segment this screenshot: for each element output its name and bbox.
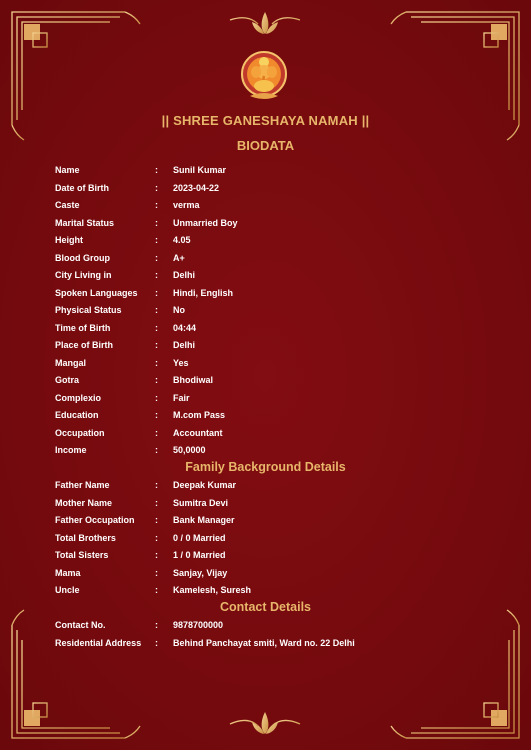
separator: : [155, 165, 158, 175]
detail-value: 0 / 0 Married [173, 532, 226, 543]
detail-value: Sunil Kumar [173, 165, 227, 175]
separator: : [155, 620, 158, 630]
detail-label: Father Occupation [55, 515, 135, 525]
separator: : [155, 532, 158, 543]
separator: : [155, 235, 158, 245]
detail-label: Height [55, 235, 83, 245]
detail-value: Sumitra Devi [173, 497, 229, 508]
lotus-ornament-top-icon [230, 12, 300, 34]
detail-value: Bhodiwal [173, 375, 213, 385]
detail-value: A+ [173, 252, 185, 263]
separator: : [155, 427, 158, 438]
detail-value: verma [173, 200, 200, 210]
detail-value: No [173, 305, 185, 315]
lotus-ornament-bottom-icon [230, 712, 300, 734]
separator: : [155, 375, 158, 385]
detail-label: Blood Group [55, 252, 110, 263]
separator: : [155, 497, 158, 508]
detail-value: Yes [173, 357, 189, 368]
detail-value: Unmarried Boy [173, 217, 238, 228]
detail-label: Marital Status [55, 217, 115, 228]
detail-label: Mother Name [55, 497, 113, 508]
detail-value: M.com Pass [173, 410, 226, 420]
detail-value: Kamelesh, Suresh [173, 585, 252, 595]
contact-section-heading: Contact Details [220, 600, 311, 614]
separator: : [155, 322, 158, 333]
detail-value: Delhi [173, 270, 196, 280]
detail-label: Name [55, 165, 80, 175]
detail-value: Behind Panchayat smiti, Ward no. 22 Delhi [173, 637, 355, 648]
detail-label: Uncle [55, 585, 80, 595]
detail-value: 4.05 [173, 235, 191, 245]
separator: : [155, 637, 158, 648]
biodata-title: BIODATA [236, 138, 295, 153]
detail-value: 2023-04-22 [173, 182, 220, 193]
detail-label: Income [55, 445, 87, 455]
detail-label: Residential Address [55, 637, 142, 648]
family-section-heading: Family Background Details [185, 460, 346, 474]
detail-label: Place of Birth [55, 340, 114, 350]
detail-label: Mama [55, 567, 81, 578]
detail-value: Deepak Kumar [173, 480, 237, 490]
detail-label: Total Sisters [55, 550, 109, 560]
separator: : [155, 585, 158, 595]
detail-label: Caste [55, 200, 80, 210]
detail-value: 50,0000 [173, 445, 206, 455]
detail-value: Accountant [173, 427, 223, 438]
separator: : [155, 340, 158, 350]
separator: : [155, 550, 158, 560]
detail-label: City Living in [55, 270, 112, 280]
detail-label: Gotra [55, 375, 80, 385]
separator: : [155, 515, 158, 525]
detail-value: Sanjay, Vijay [173, 567, 228, 578]
separator: : [155, 567, 158, 578]
detail-label: Mangal [55, 357, 87, 368]
detail-label: Education [55, 410, 99, 420]
detail-value: Hindi, English [173, 287, 233, 298]
detail-label: Occupation [55, 427, 105, 438]
separator: : [155, 270, 158, 280]
separator: : [155, 357, 158, 368]
detail-label: Father Name [55, 480, 110, 490]
detail-label: Total Brothers [55, 532, 116, 543]
ganesha-icon [240, 50, 288, 102]
separator: : [155, 392, 158, 403]
invocation-heading: || SHREE GANESHAYA NAMAH || [161, 113, 370, 128]
detail-value: Bank Manager [173, 515, 235, 525]
separator: : [155, 287, 158, 298]
detail-value: 04:44 [173, 322, 197, 333]
separator: : [155, 445, 158, 455]
detail-value: Fair [173, 392, 190, 403]
corner-ornament-bottom-right [391, 610, 519, 738]
separator: : [155, 410, 158, 420]
detail-label: Physical Status [55, 305, 122, 315]
separator: : [155, 217, 158, 228]
detail-value: 1 / 0 Married [173, 550, 226, 560]
separator: : [155, 305, 158, 315]
separator: : [155, 182, 158, 193]
detail-label: Spoken Languages [55, 287, 138, 298]
separator: : [155, 200, 158, 210]
detail-label: Date of Birth [55, 182, 109, 193]
detail-value: 9878700000 [173, 620, 224, 630]
separator: : [155, 480, 158, 490]
detail-label: Time of Birth [55, 322, 111, 333]
detail-label: Complexio [55, 392, 102, 403]
separator: : [155, 252, 158, 263]
detail-label: Contact No. [55, 620, 106, 630]
detail-value: Delhi [173, 340, 196, 350]
